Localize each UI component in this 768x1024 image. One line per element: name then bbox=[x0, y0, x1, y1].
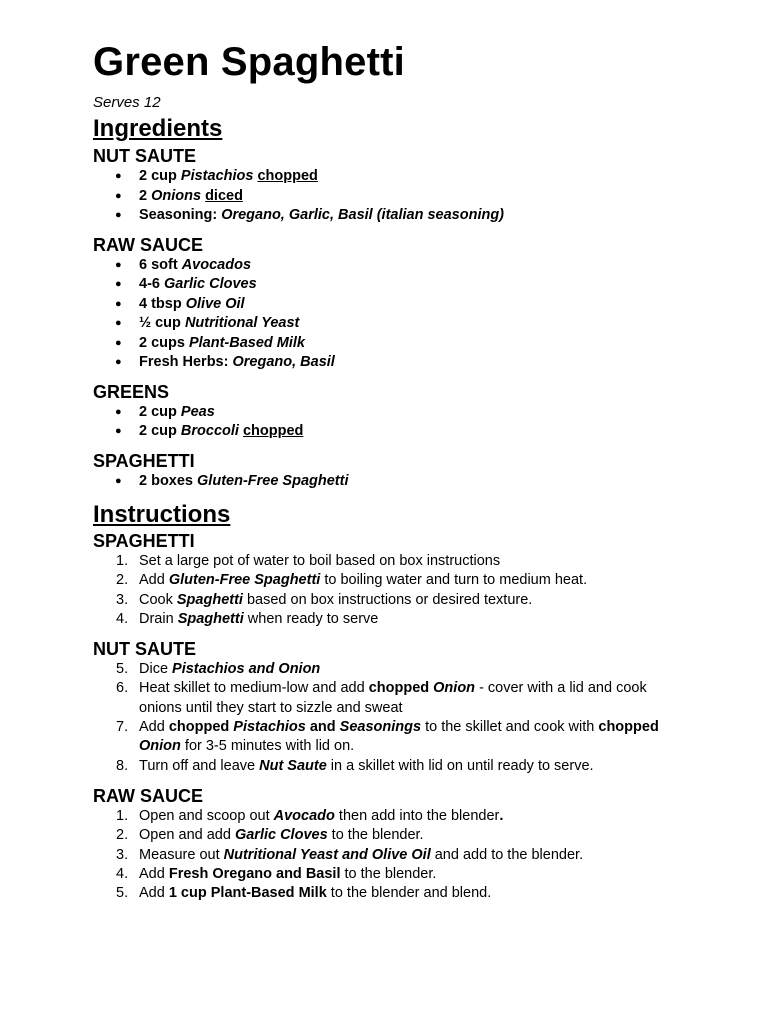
ingredient-quantity: 2 cup bbox=[139, 403, 181, 420]
ingredient-name: Pistachios bbox=[180, 168, 254, 184]
ingredients-spaghetti-list bbox=[93, 472, 683, 492]
step-text: chopped bbox=[168, 719, 234, 736]
bullet-icon: ● bbox=[115, 278, 122, 290]
instruction-step bbox=[93, 591, 683, 610]
instruction-step bbox=[93, 757, 683, 776]
step-text: chopped bbox=[598, 719, 659, 736]
step-text: Drain bbox=[139, 610, 178, 627]
recipe-document bbox=[93, 34, 683, 903]
ingredient-name: Plant-Based Milk bbox=[188, 334, 305, 351]
instructions-raw-sauce-heading: RAW SAUCE bbox=[93, 785, 204, 806]
ingredient-name: Gluten-Free Spaghetti bbox=[197, 472, 349, 489]
step-text: Open and scoop out bbox=[139, 807, 274, 824]
instructions-nut-saute-steps bbox=[93, 660, 683, 776]
step-number: 1. bbox=[116, 807, 129, 824]
serves-count: Serves 12 bbox=[93, 94, 161, 111]
bullet-icon: ● bbox=[115, 356, 122, 368]
ingredient-item bbox=[93, 187, 683, 207]
step-text: Add bbox=[139, 885, 169, 902]
ingredient-name: Peas bbox=[180, 403, 215, 420]
ingredients-greens-heading: GREENS bbox=[93, 381, 170, 402]
step-text: Gluten-Free Spaghetti bbox=[168, 572, 321, 589]
page-title: Green Spaghetti bbox=[93, 40, 405, 84]
instructions-nut-saute-heading: NUT SAUTE bbox=[93, 639, 196, 660]
step-number: 2. bbox=[116, 572, 129, 589]
instruction-step bbox=[93, 807, 683, 826]
step-number: 2. bbox=[116, 827, 129, 844]
instruction-step bbox=[93, 679, 683, 718]
ingredient-name: Onions bbox=[151, 187, 202, 204]
instructions-heading: Instructions bbox=[93, 501, 231, 528]
ingredient-item bbox=[93, 256, 683, 276]
step-text: Turn off and leave bbox=[139, 757, 260, 774]
step-text: Avocado bbox=[273, 807, 335, 824]
bullet-icon: ● bbox=[115, 336, 122, 349]
bullet-icon: ● bbox=[115, 209, 122, 221]
step-text: Onion bbox=[433, 680, 476, 697]
ingredients-raw-sauce-list bbox=[93, 256, 683, 373]
step-number: 4. bbox=[116, 610, 129, 627]
step-text: to the blender and blend. bbox=[326, 885, 492, 902]
ingredient-name: Garlic Cloves bbox=[164, 276, 257, 292]
step-text: Spaghetti bbox=[177, 610, 244, 627]
ingredients-raw-sauce-heading: RAW SAUCE bbox=[93, 234, 204, 255]
ingredient-name: Nutritional Yeast bbox=[184, 315, 300, 331]
step-text: 1 cup Plant-Based Milk bbox=[168, 885, 327, 902]
step-number: 3. bbox=[116, 591, 129, 608]
step-text: Nut Saute bbox=[259, 757, 327, 774]
ingredients-greens-list bbox=[93, 403, 683, 442]
instruction-step bbox=[93, 660, 683, 679]
instruction-step bbox=[93, 826, 683, 845]
step-text: - cover with a lid and cook onions until they start to sizzle and sweat bbox=[139, 680, 647, 716]
step-text: Garlic Cloves bbox=[234, 827, 328, 844]
ingredient-quantity: 2 cup bbox=[139, 168, 181, 184]
step-text: Add bbox=[139, 865, 169, 882]
step-text: chopped bbox=[368, 680, 434, 697]
ingredient-quantity: 2 bbox=[139, 187, 152, 204]
ingredient-name: Oregano, Basil bbox=[232, 354, 335, 370]
instruction-step bbox=[93, 884, 683, 903]
step-text: to the blender. bbox=[327, 827, 424, 844]
step-text: Seasonings bbox=[339, 719, 422, 736]
step-text: Spaghetti bbox=[176, 591, 243, 608]
ingredient-prep-note: chopped bbox=[242, 423, 304, 439]
ingredient-quantity: ½ cup bbox=[139, 315, 185, 331]
instruction-step bbox=[93, 718, 683, 757]
step-text: based on box instructions or desired texture. bbox=[242, 591, 533, 608]
ingredient-quantity: 2 cup bbox=[139, 423, 181, 439]
step-number: 5. bbox=[116, 885, 129, 902]
step-text: Pistachios and Onion bbox=[172, 661, 321, 678]
step-text: Fresh Oregano and Basil bbox=[168, 865, 341, 882]
step-text: to the skillet and cook with bbox=[421, 719, 599, 736]
ingredient-item bbox=[93, 353, 683, 373]
bullet-icon: ● bbox=[115, 189, 122, 202]
ingredient-quantity: 2 cups bbox=[139, 334, 189, 351]
ingredient-item bbox=[93, 206, 683, 226]
step-text: then add into the blender bbox=[334, 807, 500, 824]
ingredients-nut-saute-heading: NUT SAUTE bbox=[93, 146, 196, 166]
ingredient-item bbox=[93, 403, 683, 423]
bullet-icon: ● bbox=[115, 405, 122, 418]
step-text: Onion bbox=[139, 738, 181, 755]
ingredients-nut-saute-list bbox=[93, 167, 683, 226]
bullet-icon: ● bbox=[115, 425, 122, 437]
step-text: in a skillet with lid on until ready to serve. bbox=[326, 757, 594, 774]
ingredient-item bbox=[93, 422, 683, 442]
bullet-icon: ● bbox=[115, 297, 122, 310]
step-text: Cook bbox=[139, 591, 177, 608]
step-text: Set a large pot of water to boil based on box instructions bbox=[139, 553, 501, 569]
step-text: to boiling water and turn to medium heat. bbox=[320, 572, 588, 589]
ingredients-heading: Ingredients bbox=[93, 115, 223, 142]
ingredient-prep-note: chopped bbox=[257, 168, 318, 184]
step-text: Open and add bbox=[139, 827, 235, 844]
step-number: 7. bbox=[116, 719, 129, 736]
ingredient-quantity: 4 tbsp bbox=[139, 295, 186, 312]
step-text: Pistachios bbox=[233, 719, 306, 736]
instruction-step bbox=[93, 610, 683, 629]
instructions-spaghetti-heading: SPAGHETTI bbox=[93, 531, 195, 551]
ingredient-quantity: 2 boxes bbox=[139, 472, 198, 489]
bullet-icon: ● bbox=[115, 258, 122, 271]
step-text: Dice bbox=[139, 661, 173, 678]
step-number: 8. bbox=[116, 757, 129, 774]
step-number: 3. bbox=[116, 846, 129, 863]
instruction-step bbox=[93, 552, 683, 571]
step-number: 5. bbox=[116, 661, 129, 678]
ingredient-item bbox=[93, 314, 683, 334]
instruction-step bbox=[93, 865, 683, 884]
instructions-spaghetti-steps bbox=[93, 552, 683, 629]
step-number: 1. bbox=[116, 553, 129, 569]
ingredient-quantity: Fresh Herbs: bbox=[139, 354, 233, 370]
step-text: to the blender. bbox=[340, 865, 437, 882]
step-text: for 3-5 minutes with lid on. bbox=[180, 738, 355, 755]
ingredient-name: Broccoli bbox=[180, 423, 239, 439]
ingredient-item bbox=[93, 275, 683, 295]
step-text: Add bbox=[139, 572, 169, 589]
step-text: Heat skillet to medium-low and add bbox=[139, 680, 369, 697]
step-text: . bbox=[499, 807, 504, 824]
instruction-step bbox=[93, 846, 683, 865]
ingredient-item bbox=[93, 167, 683, 187]
ingredient-item bbox=[93, 334, 683, 354]
step-text: when ready to serve bbox=[243, 610, 379, 627]
instructions-raw-sauce-steps bbox=[93, 807, 683, 903]
ingredient-name: Oregano, Garlic, Basil (italian seasoning) bbox=[221, 207, 505, 223]
step-number: 6. bbox=[116, 680, 129, 697]
step-text: Nutritional Yeast and Olive Oil bbox=[223, 846, 431, 863]
ingredient-quantity: 4-6 bbox=[139, 276, 164, 292]
step-text: and bbox=[305, 719, 340, 736]
instruction-step bbox=[93, 571, 683, 590]
bullet-icon: ● bbox=[115, 317, 122, 329]
ingredient-item bbox=[93, 472, 683, 492]
ingredient-item bbox=[93, 295, 683, 315]
step-text: and add to the blender. bbox=[430, 846, 584, 863]
ingredient-quantity: 6 soft bbox=[139, 256, 182, 273]
step-number: 4. bbox=[116, 865, 129, 882]
bullet-icon: ● bbox=[115, 170, 122, 182]
ingredient-name: Olive Oil bbox=[185, 295, 245, 312]
ingredient-prep-note: diced bbox=[205, 187, 243, 204]
step-text: Measure out bbox=[139, 846, 224, 863]
ingredient-name: Avocados bbox=[181, 256, 252, 273]
ingredients-spaghetti-heading: SPAGHETTI bbox=[93, 450, 195, 471]
bullet-icon: ● bbox=[115, 474, 122, 487]
step-text: Add bbox=[139, 719, 169, 736]
ingredient-quantity: Seasoning: bbox=[139, 207, 222, 223]
